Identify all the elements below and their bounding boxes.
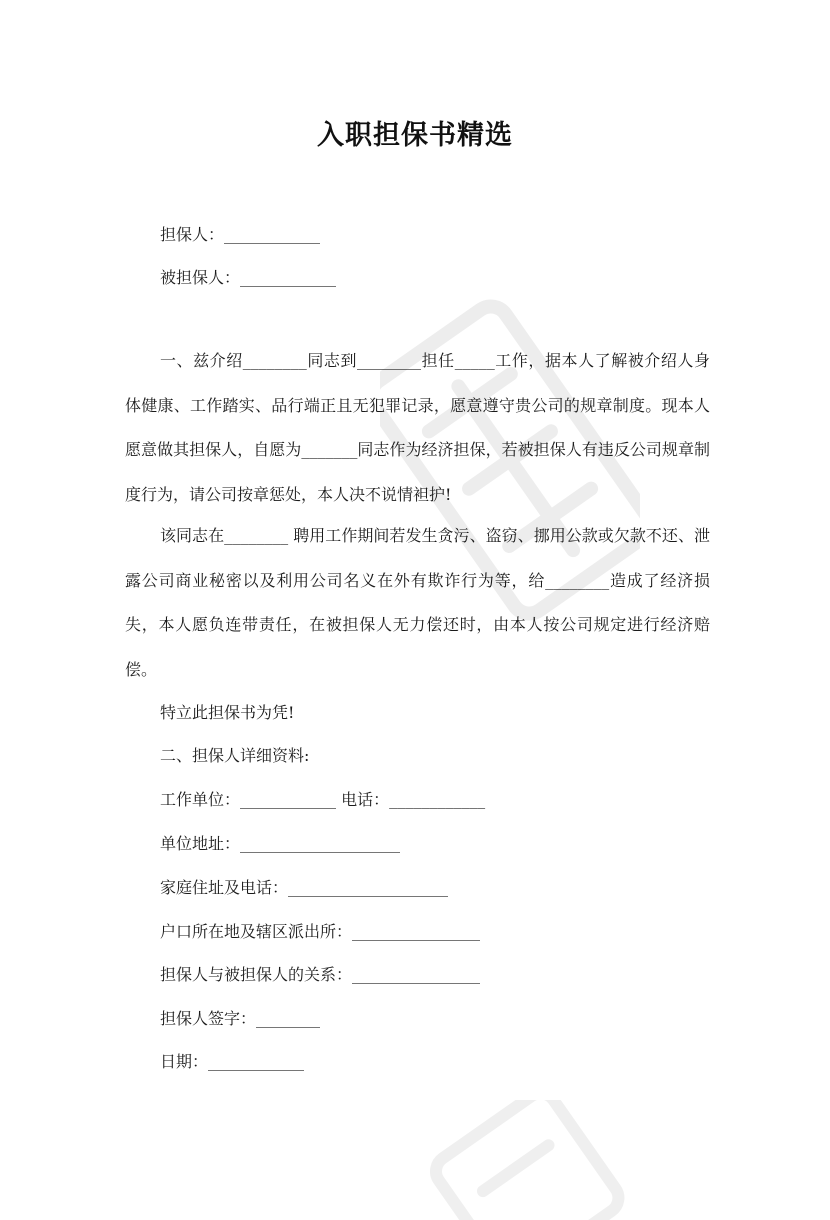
statement-line: 特立此担保书为凭! [160,703,295,722]
paragraph-liability: 该同志在________ 聘用工作期间若发生贪污、盗窃、挪用公款或欠款不还、泄露公司商业秘密以及利用公司名义在外有欺诈行为等，给________造成了经济损失，本人愿负连带责任，在被担保人无力偿还时，由本人按公司规定进行经济赔偿。 [125,526,710,679]
paragraph-introduction: 一、兹介绍________同志到________担任_____工作，据本人了解被介绍人身体健康、工作踏实、品行端正且无犯罪记录，愿意遵守贵公司的规章制度。现本人愿意做其担保人，自愿为_______同志作为经济担保，若被担保人有违反公司规章制度行为，请公司按章惩处，本人决不说情袒护! [125,351,710,504]
relation-line: 担保人与被担保人的关系：________________ [160,965,481,984]
signature-line: 担保人签字：________ [160,1009,321,1028]
work-unit-line: 工作单位：____________ 电话：____________ [160,790,486,809]
document-title: 入职担保书精选 [317,120,513,151]
guaranteed-line: 被担保人：____________ [160,268,337,287]
hukou-line: 户口所在地及辖区派出所：________________ [160,922,481,941]
date-line: 日期：____________ [160,1052,305,1071]
unit-address-line: 单位地址：____________________ [160,834,401,853]
home-address-line: 家庭住址及电话：____________________ [160,878,449,897]
guarantor-line: 担保人：____________ [160,225,321,244]
section-2-heading: 二、担保人详细资料: [160,746,310,765]
